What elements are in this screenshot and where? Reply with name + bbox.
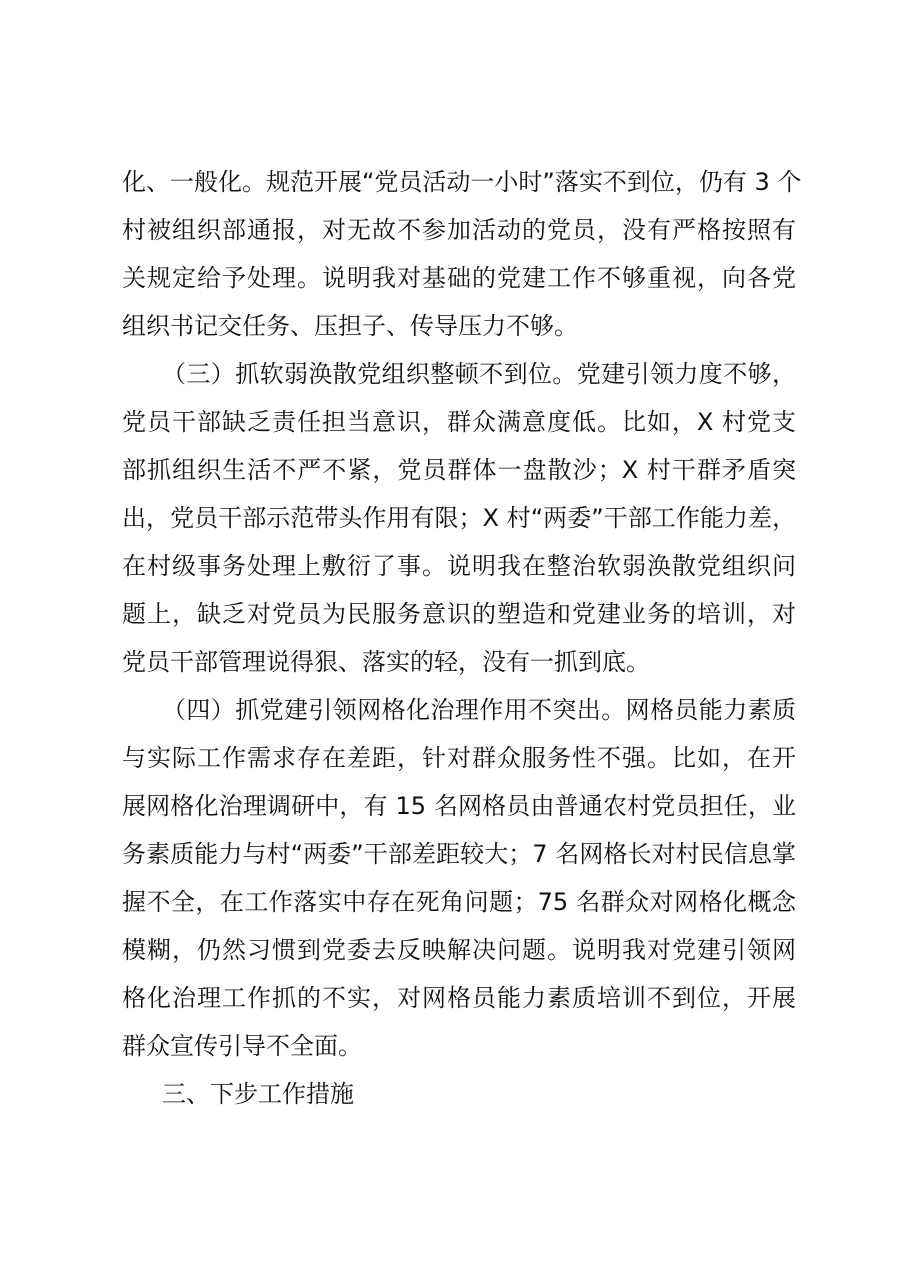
text-line: 党员干部缺乏责任担当意识，群众满意度低。比如，X 村党支 bbox=[122, 408, 796, 436]
section-heading-line: （三）抓软弱涣散党组织整顿不到位。党建引领力度不够， bbox=[162, 360, 796, 388]
text-line: 握不全，在工作落实中存在死角问题；75 名群众对网格化概念 bbox=[122, 888, 796, 916]
text-line: 在村级事务处理上敷衍了事。说明我在整治软弱涣散党组织问 bbox=[122, 552, 796, 580]
text-line: 出，党员干部示范带头作用有限；X 村“两委”干部工作能力差， bbox=[122, 504, 796, 532]
text-line: 群众宣传引导不全面。 bbox=[122, 1032, 362, 1060]
text-line: 与实际工作需求存在差距，针对群众服务性不强。比如，在开 bbox=[122, 744, 796, 772]
text-line: 村被组织部通报，对无故不参加活动的党员，没有严格按照有 bbox=[122, 216, 796, 244]
text-line: 模糊，仍然习惯到党委去反映解决问题。说明我对党建引领网 bbox=[122, 936, 796, 964]
paragraph-summary-continuation bbox=[122, 158, 802, 350]
text-line: 格化治理工作抓的不实，对网格员能力素质培训不到位，开展 bbox=[122, 984, 796, 1012]
section-heading-next-steps bbox=[122, 1070, 796, 1118]
text-line: 务素质能力与村“两委”干部差距较大；7 名网格长对村民信息掌 bbox=[122, 840, 796, 868]
paragraph-section-four bbox=[122, 686, 796, 1070]
text-line: 关规定给予处理。说明我对基础的党建工作不够重视，向各党 bbox=[122, 264, 796, 292]
text-line: 党员干部管理说得狠、落实的轻，没有一抓到底。 bbox=[122, 648, 650, 676]
text-line: 化、一般化。规范开展“党员活动一小时”落实不到位，仍有 3 个 bbox=[122, 168, 802, 196]
heading-line: 三、下步工作措施 bbox=[162, 1080, 354, 1108]
text-line: 组织书记交任务、压担子、传导压力不够。 bbox=[122, 312, 578, 340]
text-line: 展网格化治理调研中，有 15 名网格员由普通农村党员担任，业 bbox=[122, 792, 796, 820]
paragraph-section-three bbox=[122, 350, 796, 686]
text-line: 部抓组织生活不严不紧，党员群体一盘散沙；X 村干群矛盾突 bbox=[122, 456, 796, 484]
document-body bbox=[122, 158, 802, 1118]
section-heading-line: （四）抓党建引领网格化治理作用不突出。网格员能力素质 bbox=[162, 696, 796, 724]
text-line: 题上，缺乏对党员为民服务意识的塑造和党建业务的培训，对 bbox=[122, 600, 796, 628]
